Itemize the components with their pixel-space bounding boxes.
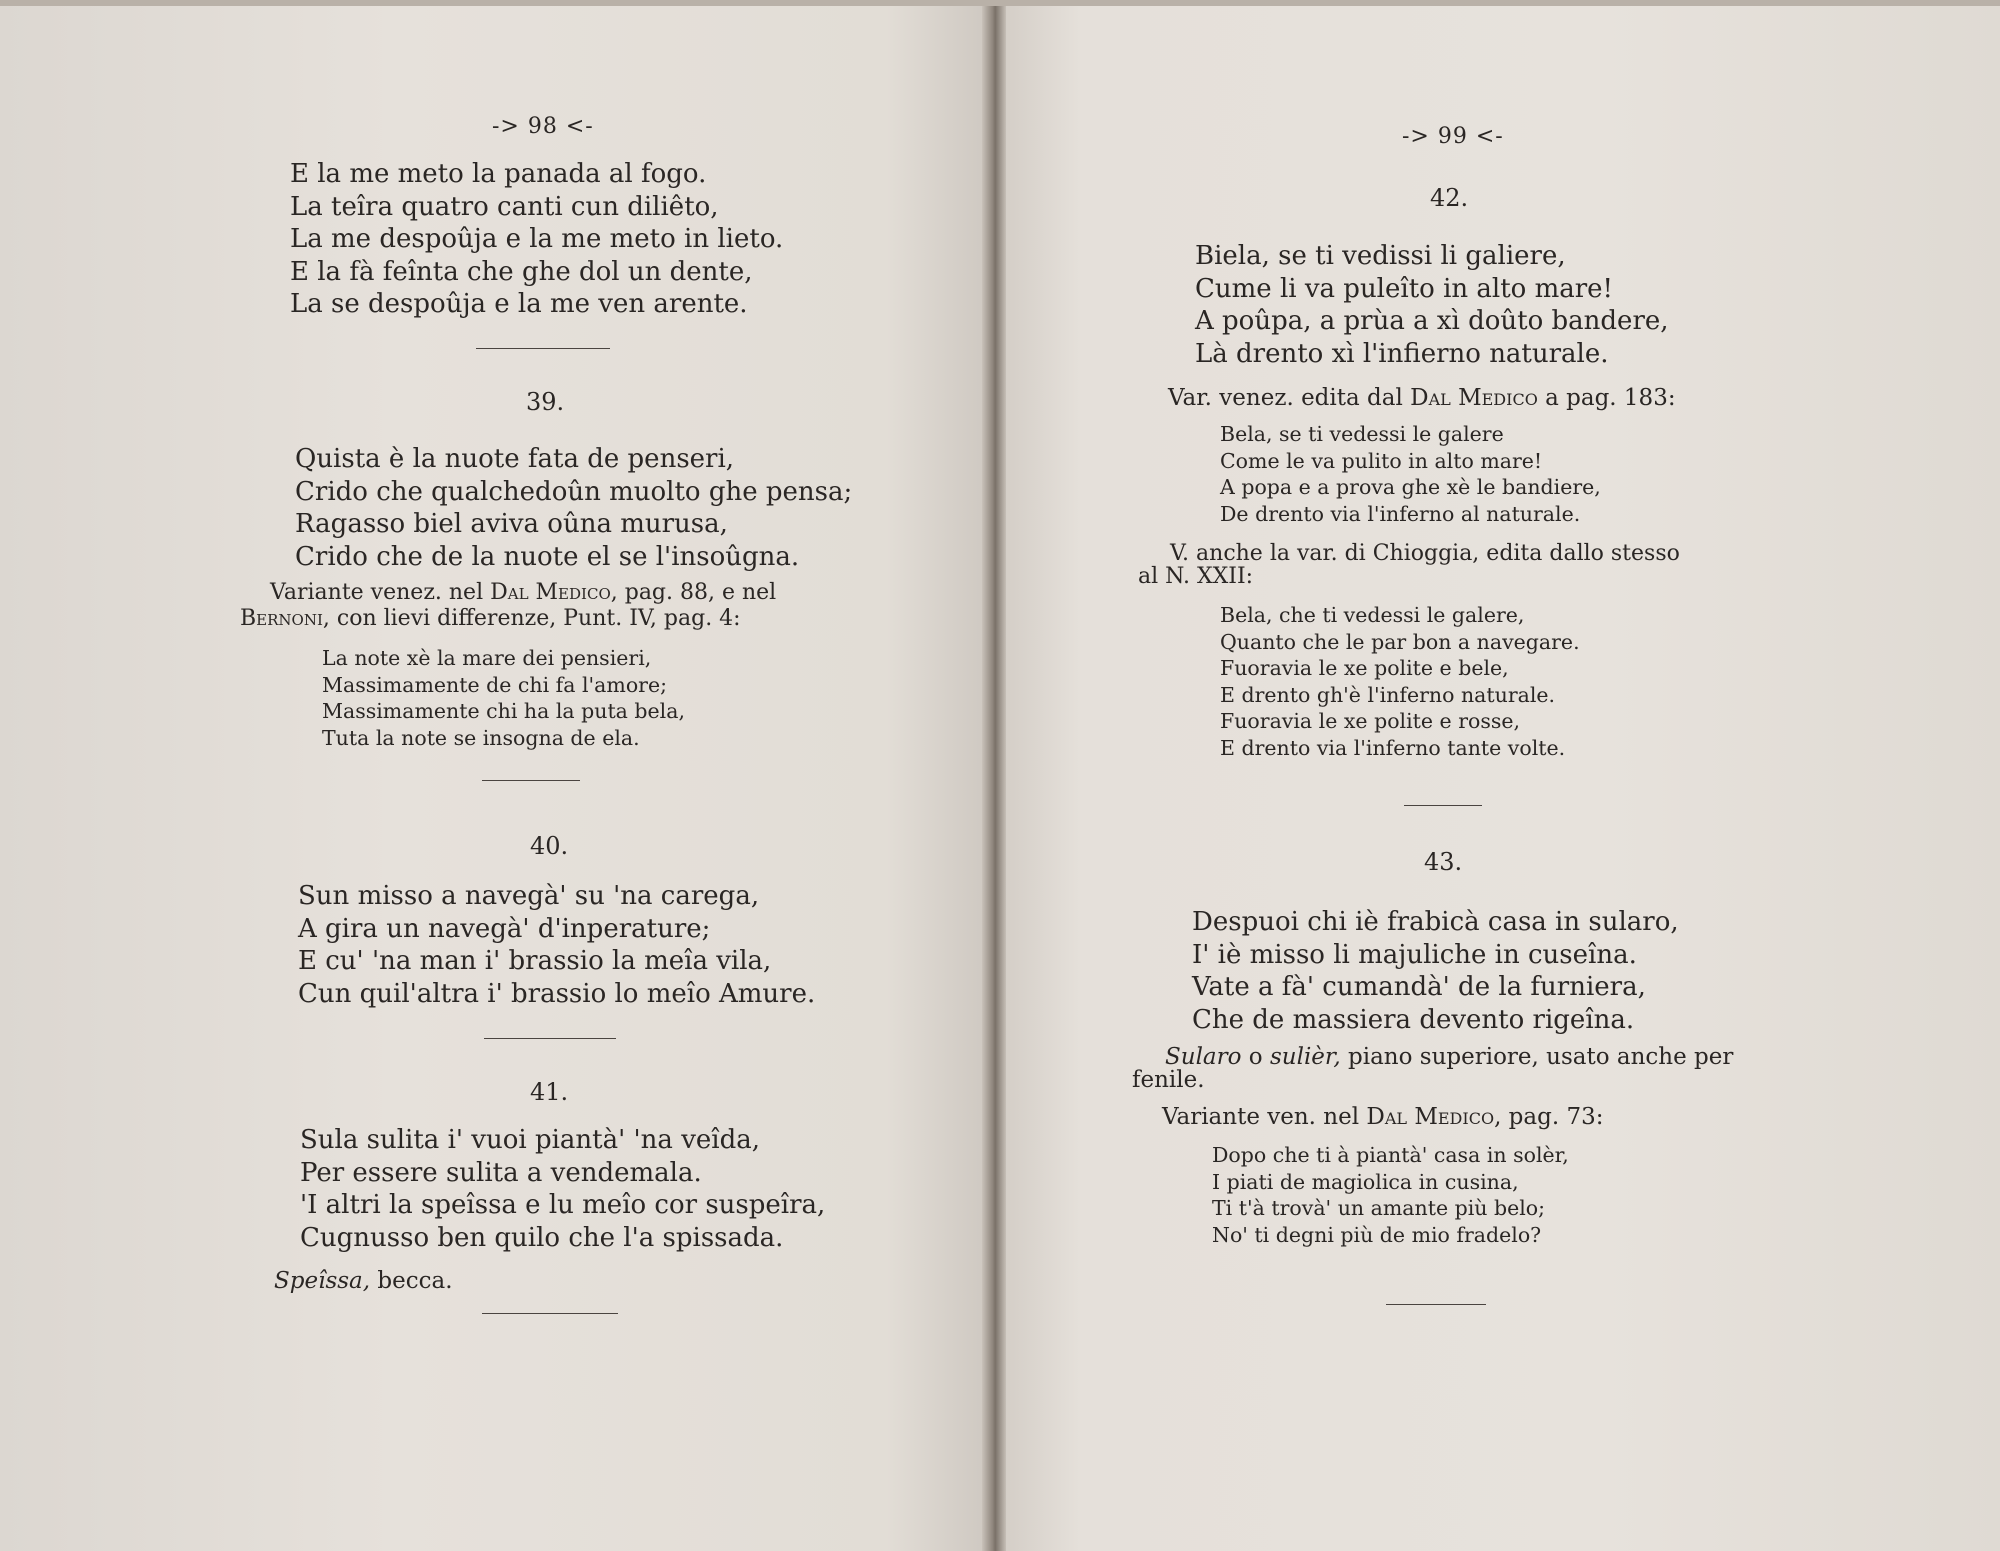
poem-42-stanza [1195,240,1669,370]
verse-line: Ragasso biel aviva oûna murusa, [295,509,728,539]
poem-39-variant [322,645,685,751]
verse-line: 'I altri la speîssa e lu meîo cor suspeîra, [300,1190,826,1220]
poem-42-note2-line2: al N. XXII: [1138,564,1254,589]
verse-line: La teîra quatro canti cun diliêto, [290,191,719,222]
poem-43-variant [1212,1142,1569,1248]
section-rule [482,1313,618,1314]
variant-line: Bela, se ti vedessi le galere [1220,422,1504,446]
poem-43-stanza [1192,906,1679,1036]
right-page [1000,0,2000,1551]
poem-41-stanza [300,1124,825,1254]
verse-line: Sun misso a navegà' su 'na carega, [298,881,760,911]
poem-number-40: 40. [530,832,569,860]
verse-line: Là drento xì l'infierno naturale. [1195,338,1609,369]
book-gutter [982,0,1006,1551]
poem-number-42: 42. [1430,184,1469,212]
poem-39-stanza [295,443,852,573]
poem-39-note-line1: Variante venez. nel Dal Medico, pag. 88, e nel [270,580,777,605]
variant-line: E drento via l'inferno tante volte. [1220,735,1566,760]
verse-line: Despuoi chi iè frabicà casa in sularo, [1192,907,1679,937]
variant-line: Ti t'à trovà' un amante più belo; [1212,1196,1546,1220]
section-rule [476,348,610,349]
variant-line: Come le va pulito in alto mare! [1220,448,1543,473]
verse-line: Cume li va puleîto in alto mare! [1195,273,1613,304]
section-rule [484,1038,616,1039]
variant-line: Dopo che ti à piantà' casa in solèr, [1212,1143,1569,1167]
verse-line: La se despoûja e la me ven arente. [290,289,748,319]
verse-line: E la fà feînta che ghe dol un dente, [290,256,753,287]
variant-line: La note xè la mare dei pensieri, [322,646,652,670]
verse-line: Biela, se ti vedissi li galiere, [1195,241,1566,271]
page-top-edge [0,0,2000,6]
verse-line: La me despoûja e la me meto in lieto. [290,224,784,254]
verse-line: Vate a fà' cumandà' de la furniera, [1192,972,1646,1002]
verse-line: A poûpa, a prùa a xì doûto bandere, [1195,306,1669,336]
poem-43-note: Variante ven. nel Dal Medico, pag. 73: [1162,1104,1604,1130]
variant-line: Fuoravia le xe polite e bele, [1220,656,1509,680]
poem-42-note2-line1: V. anche la var. di Chioggia, edita dallo stesso [1170,541,1680,566]
variant-line: No' ti degni più de mio fradelo? [1212,1222,1542,1247]
verse-line: Crido che qualchedoûn muolto ghe pensa; [295,476,853,507]
poem-42-variant2 [1220,602,1580,761]
poem-number-43: 43. [1424,848,1463,876]
variant-line: Massimamente de chi fa l'amore; [322,672,668,697]
poem-number-39: 39. [526,388,565,416]
poem-39-note-line2: Bernoni, con lievi differenze, Punt. IV, pag. 4: [240,606,741,631]
variant-line: Fuoravia le xe polite e rosse, [1220,709,1521,733]
section-rule [1386,1304,1486,1305]
poem-43-gloss-line2: fenile. [1132,1067,1205,1093]
variant-line: I piati de magiolica in cusina, [1212,1169,1519,1194]
variant-line: Quanto che le par bon a navegare. [1220,629,1580,654]
verse-line: Per essere sulita a vendemala. [300,1157,702,1188]
variant-line: Bela, che ti vedessi le galere, [1220,603,1525,627]
left-folio: -> 98 <- [492,114,594,139]
variant-line: Tuta la note se insogna de ela. [322,725,640,750]
poem-43-gloss-line1: Sularo o sulièr, piano superiore, usato anche per [1165,1044,1734,1070]
right-folio: -> 99 <- [1402,124,1504,149]
variant-line: A popa e a prova ghe xè le bandiere, [1220,475,1601,499]
verse-line: Cun quil'altra i' brassio lo meîo Amure. [298,978,816,1009]
poem-41-gloss: Speîssa, becca. [274,1268,453,1294]
poem-42-variant1 [1220,421,1601,527]
verse-line: Sula sulita i' vuoi piantà' 'na veîda, [300,1125,760,1155]
verse-line: Crido che de la nuote el se l'insoûgna. [295,541,800,572]
verse-line: Che de massiera devento rigeîna. [1192,1004,1635,1035]
verse-line: I' iè misso li majuliche in cuseîna. [1192,939,1637,970]
poem-40-stanza [298,880,815,1010]
variant-line: E drento gh'è l'inferno naturale. [1220,682,1556,707]
verse-line: Cugnusso ben quilo che l'a spissada. [300,1222,784,1253]
variant-line: De drento via l'inferno al naturale. [1220,501,1581,526]
section-rule [482,780,580,781]
verse-line: Quista è la nuote fata de penseri, [295,444,735,474]
opening-stanza [290,158,783,321]
section-rule [1404,805,1482,806]
poem-number-41: 41. [530,1078,569,1106]
verse-line: E la me meto la panada al fogo. [290,159,707,189]
poem-42-note1: Var. venez. edita dal Dal Medico a pag. 183: [1168,385,1676,411]
verse-line: A gira un navegà' d'inperature; [298,913,711,944]
verse-line: E cu' 'na man i' brassio la meîa vila, [298,946,772,976]
variant-line: Massimamente chi ha la puta bela, [322,699,685,723]
